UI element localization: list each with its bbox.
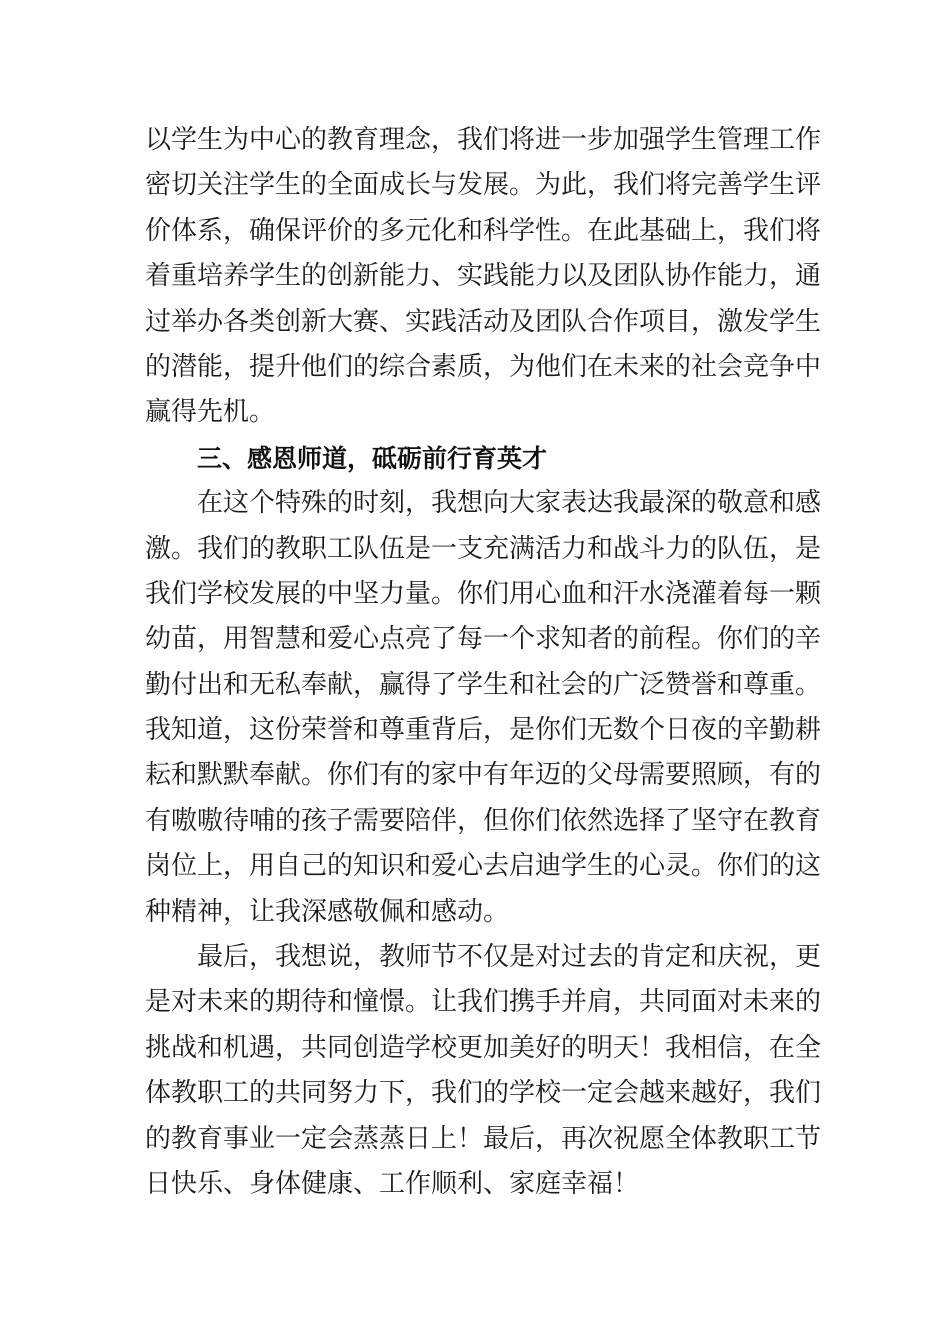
text-line: 的教育事业一定会蒸蒸日上！最后，再次祝愿全体教职工节 (145, 1123, 822, 1154)
body-text (145, 118, 822, 1207)
text-line: 幼苗，用智慧和爱心点亮了每一个求知者的前程。你们的辛 (145, 624, 822, 655)
text-line: 勤付出和无私奉献，赢得了学生和社会的广泛赞誉和尊重。 (145, 669, 822, 700)
text-line: 价体系，确保评价的多元化和科学性。在此基础上，我们将 (145, 215, 822, 246)
paragraph-2 (145, 481, 822, 935)
text-line: 我知道，这份荣誉和尊重背后，是你们无数个日夜的辛勤耕 (145, 715, 822, 746)
paragraph-3 (145, 935, 822, 1207)
text-line: 的潜能，提升他们的综合素质，为他们在未来的社会竞争中 (145, 351, 822, 382)
text-line: 着重培养学生的创新能力、实践能力以及团队协作能力，通 (145, 261, 822, 292)
text-line: 体教职工的共同努力下，我们的学校一定会越来越好，我们 (145, 1078, 822, 1109)
text-line: 日快乐、身体健康、工作顺利、家庭幸福！ (145, 1168, 640, 1199)
text-line: 激。我们的教职工队伍是一支充满活力和战斗力的队伍，是 (145, 533, 822, 564)
paragraph-1 (145, 118, 822, 436)
text-line: 以学生为中心的教育理念，我们将进一步加强学生管理工作 (145, 125, 822, 155)
text-line: 在这个特殊的时刻，我想向大家表达我最深的敬意和感 (197, 488, 822, 519)
text-line: 挑战和机遇，共同创造学校更加美好的明天！我相信，在全 (145, 1032, 822, 1063)
text-line: 赢得先机。 (145, 397, 276, 428)
text-line: 我们学校发展的中坚力量。你们用心血和汗水浇灌着每一颗 (145, 578, 822, 609)
section-heading: 三、感恩师道，砥砺前行育英才 (197, 443, 548, 473)
text-line: 过举办各类创新大赛、实践活动及团队合作项目，激发学生 (145, 306, 822, 337)
text-line: 最后，我想说，教师节不仅是对过去的肯定和庆祝，更 (197, 942, 822, 973)
text-line: 有嗷嗷待哺的孩子需要陪伴，但你们依然选择了坚守在教育 (145, 805, 822, 836)
text-line: 耘和默默奉献。你们有的家中有年迈的父母需要照顾，有的 (145, 760, 822, 791)
text-line: 密切关注学生的全面成长与发展。为此，我们将完善学生评 (145, 170, 822, 201)
text-line: 种精神，让我深感敬佩和感动。 (145, 896, 510, 927)
text-line: 岗位上，用自己的知识和爱心去启迪学生的心灵。你们的这 (145, 851, 822, 882)
text-line: 是对未来的期待和憧憬。让我们携手并肩，共同面对未来的 (145, 987, 822, 1018)
